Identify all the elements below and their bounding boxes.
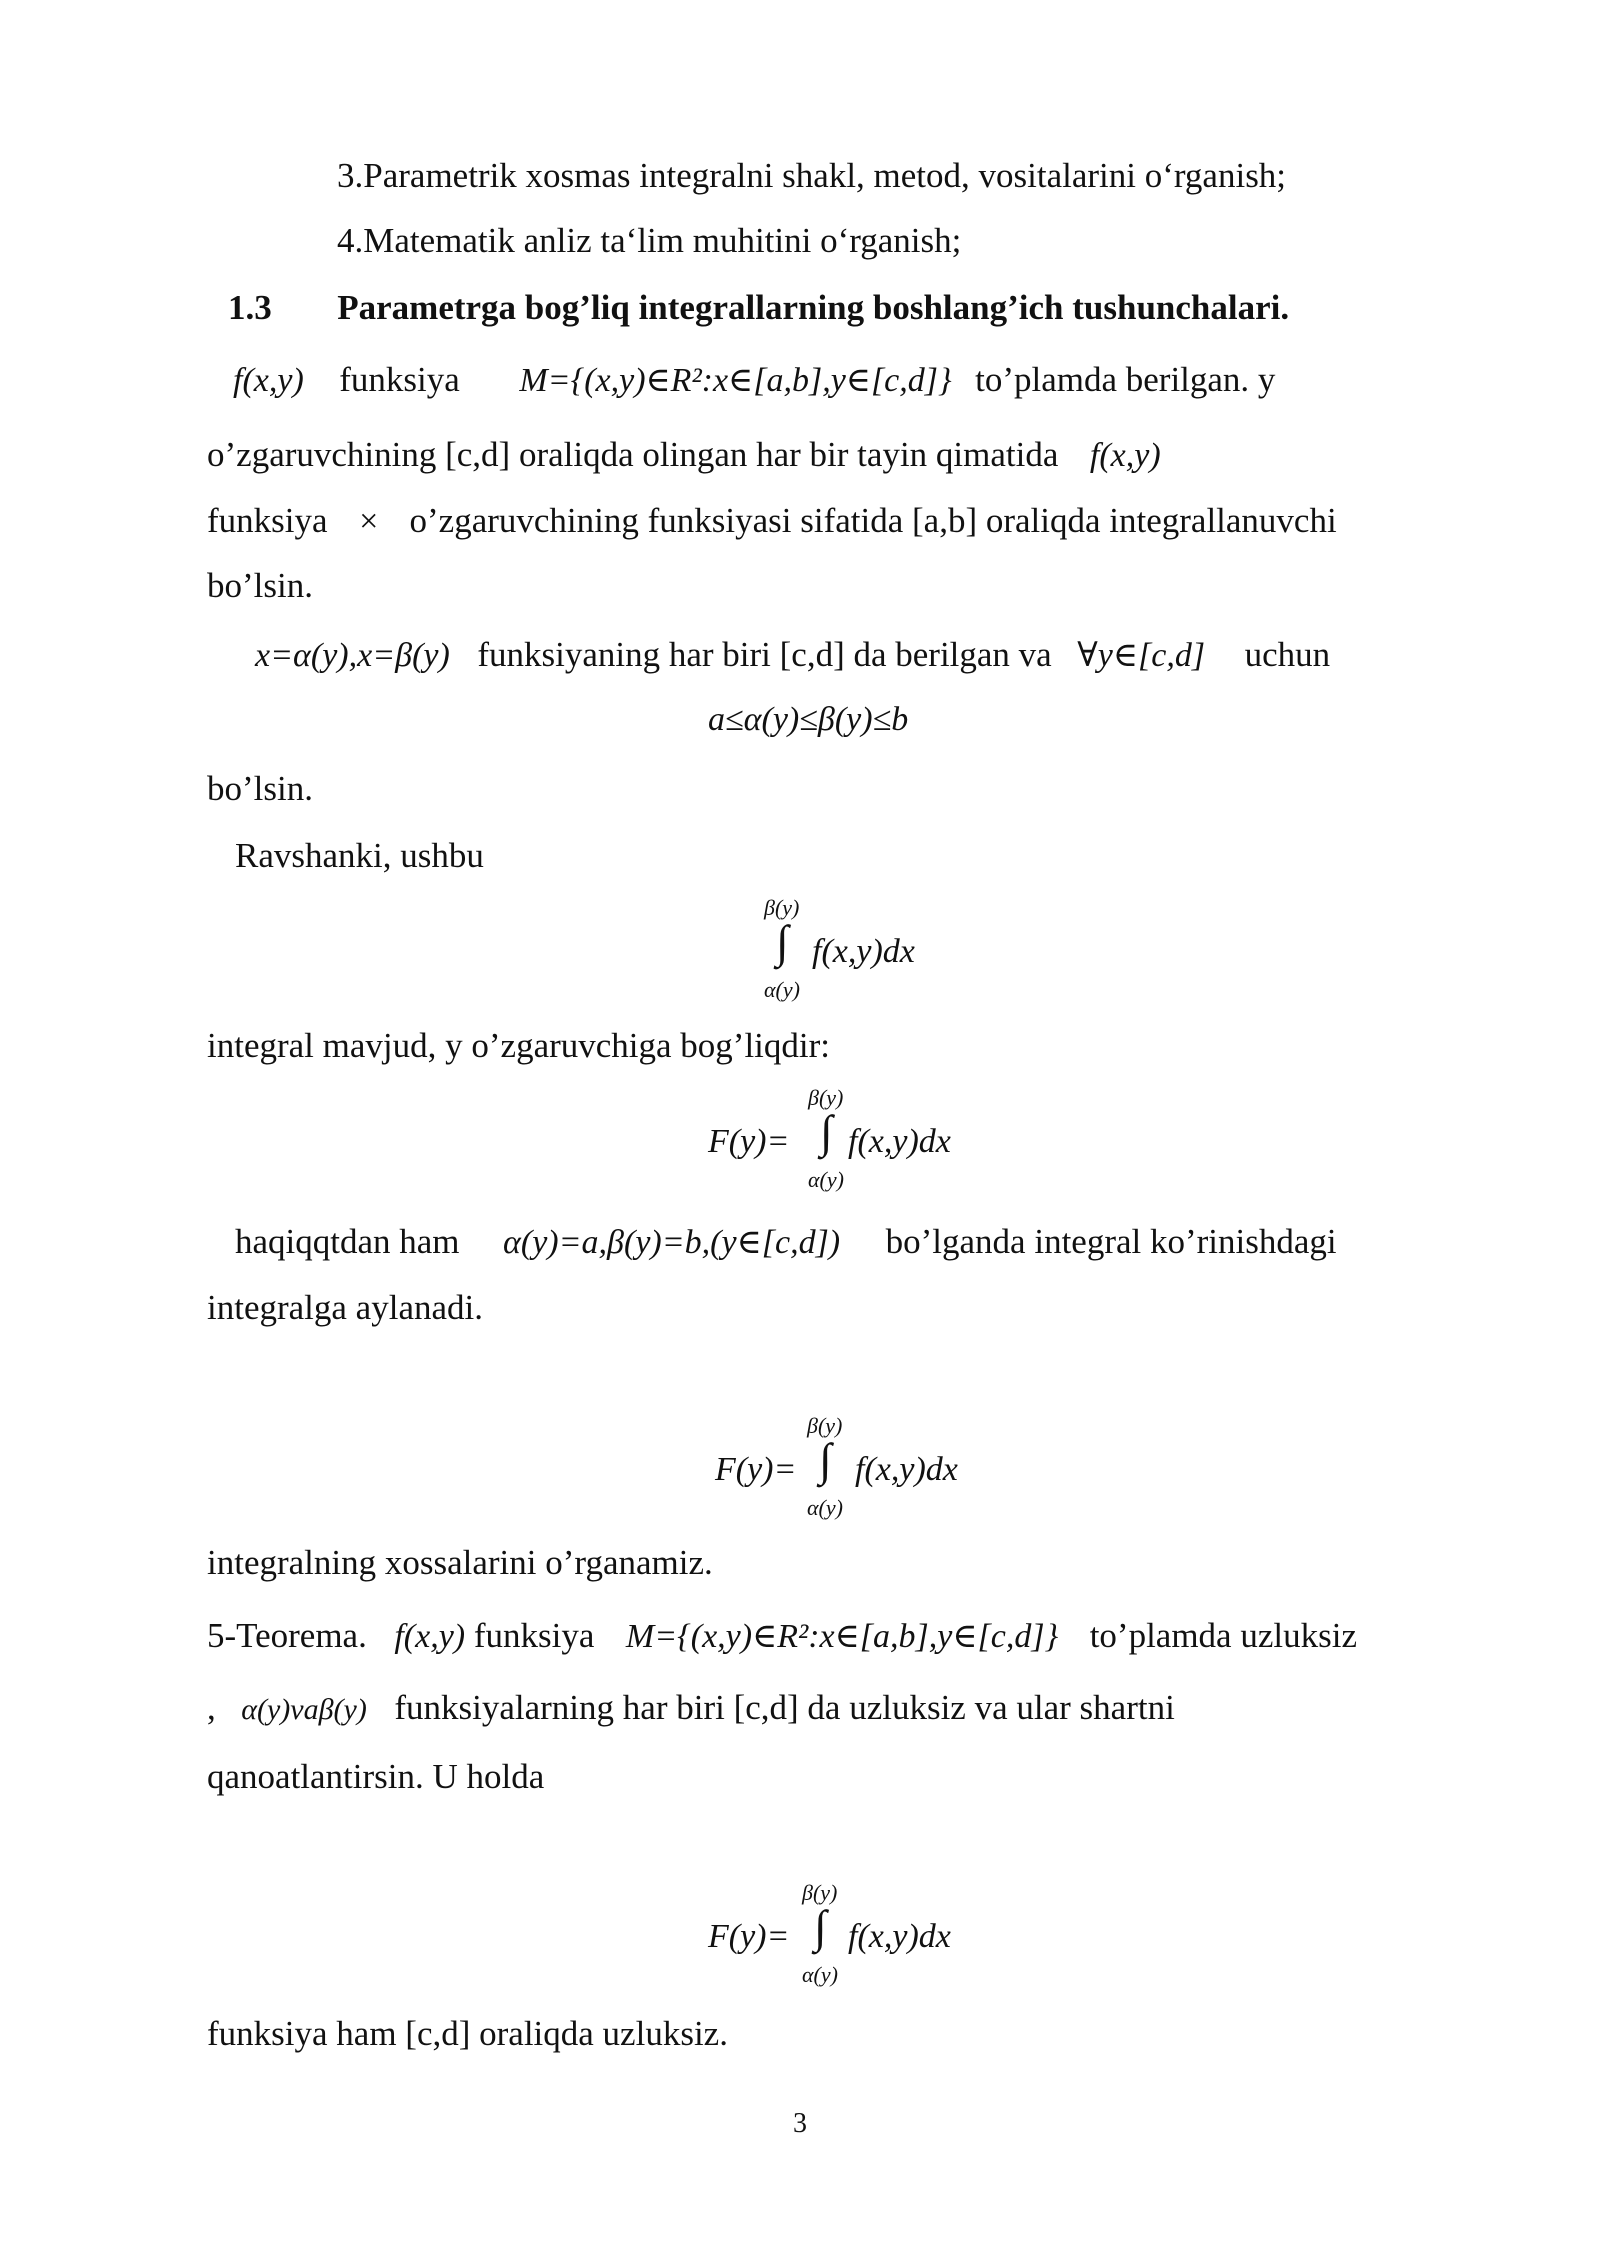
lhs: F(y)= bbox=[708, 1918, 790, 1955]
lhs: F(y)= bbox=[715, 1451, 797, 1488]
lower-limit: α(y) bbox=[802, 1962, 838, 1987]
integrand: f(x,y)dx bbox=[848, 1918, 951, 1955]
math-f-2: f(x,y) bbox=[1089, 437, 1161, 474]
xossa-text: integralning xossalarini o’rganamiz. bbox=[207, 1543, 713, 1582]
p1-line4: bo’lsin. bbox=[207, 566, 313, 605]
p2-bolsin: bo’lsin. bbox=[207, 769, 313, 808]
p1-line1 bbox=[233, 362, 1275, 398]
word-funksiya: funksiya bbox=[473, 1616, 595, 1655]
section-number: 1.3 bbox=[228, 288, 272, 327]
conclusion: funksiya ham [c,d] oraliqda uzluksiz. bbox=[207, 2014, 728, 2053]
theorem-line2-text: funksiyalarning har biri [c,d] da uzluksiz va ular shartni bbox=[394, 1688, 1175, 1727]
math-alpha-beta: x=α(y),x=β(y) bbox=[255, 637, 450, 674]
math-set: M={(x,y)∈R²:x∈[a,b],y∈[c,d]} bbox=[519, 362, 952, 399]
integral-sign: ∫ bbox=[776, 916, 789, 967]
list-item-3: 3.Parametrik xosmas integralni shakl, metod, vositalarini o‘rganish; bbox=[337, 156, 1287, 195]
p1-line3 bbox=[207, 503, 1337, 539]
p1-line2 bbox=[207, 437, 1161, 473]
text-toplamda: to’plamda berilgan. y bbox=[975, 360, 1276, 399]
lower-limit: α(y) bbox=[808, 1167, 844, 1192]
math-substitution: α(y)=a,β(y)=b,(y∈[c,d]) bbox=[503, 1224, 841, 1261]
ravshanki: Ravshanki, ushbu bbox=[235, 836, 484, 875]
haqiqat-a: haqiqqtdan ham bbox=[235, 1222, 460, 1261]
theorem-line1 bbox=[207, 1618, 1357, 1654]
inequality: a≤α(y)≤β(y)≤b bbox=[708, 701, 909, 738]
integral-2 bbox=[708, 1085, 1008, 1195]
mavjud-text: integral mavjud, y o’zgaruvchiga bog’liqdir: bbox=[207, 1026, 831, 1065]
page-number: 3 bbox=[793, 2108, 807, 2139]
theorem-label: 5-Teorema. bbox=[207, 1616, 367, 1655]
math-forall: ∀y∈[c,d] bbox=[1077, 637, 1206, 674]
upper-limit: β(y) bbox=[808, 1085, 844, 1110]
haqiqat-line2: integralga aylanadi. bbox=[207, 1288, 483, 1327]
haqiqat-line1 bbox=[235, 1224, 1337, 1260]
p2-line1 bbox=[255, 637, 1330, 673]
section-title: Parametrga bog’liq integrallarning boshlang’ich tushunchalari. bbox=[337, 288, 1290, 327]
math-set: M={(x,y)∈R²:x∈[a,b],y∈[c,d]} bbox=[625, 1618, 1059, 1655]
math-x: × bbox=[357, 503, 380, 540]
haqiqat-b: bo’lganda integral ko’rinishdagi bbox=[885, 1222, 1337, 1261]
integral-sign: ∫ bbox=[820, 1106, 833, 1157]
section-heading bbox=[228, 290, 1289, 325]
text-uzluksiz: to’plamda uzluksiz bbox=[1089, 1616, 1357, 1655]
upper-limit: β(y) bbox=[802, 1880, 838, 1905]
integrand: f(x,y)dx bbox=[848, 1123, 951, 1160]
p2-text: funksiyaning har biri [c,d] da berilgan va bbox=[477, 635, 1052, 674]
word-uchun: uchun bbox=[1244, 635, 1331, 674]
math-f: f(x,y) bbox=[233, 362, 304, 399]
comma: , bbox=[207, 1688, 216, 1727]
upper-limit: β(y) bbox=[807, 1413, 843, 1438]
p1-line2-text: o’zgaruvchining [c,d] oraliqda olingan har bir tayin qimatida bbox=[207, 435, 1059, 474]
math-f: f(x,y) bbox=[394, 1618, 466, 1655]
word-funksiya: funksiya bbox=[339, 360, 460, 399]
integrand: f(x,y)dx bbox=[812, 933, 915, 970]
lhs: F(y)= bbox=[708, 1123, 790, 1160]
integral-sign: ∫ bbox=[814, 1901, 827, 1952]
list-item-4: 4.Matematik anliz ta‘lim muhitini o‘rganish; bbox=[337, 221, 962, 260]
lower-limit: α(y) bbox=[807, 1495, 843, 1520]
theorem-line3: qanoatlantirsin. U holda bbox=[207, 1757, 545, 1796]
integral-sign: ∫ bbox=[819, 1434, 832, 1485]
integrand: f(x,y)dx bbox=[855, 1451, 958, 1488]
integral-4 bbox=[708, 1880, 1008, 1990]
math-alpha-va-beta: α(y)vaβ(y) bbox=[241, 1693, 367, 1726]
lower-limit: α(y) bbox=[764, 977, 800, 1002]
integral-1 bbox=[700, 895, 960, 1005]
p1-line3-funksiya: funksiya bbox=[207, 501, 328, 540]
theorem-line2 bbox=[207, 1690, 1175, 1725]
integral-3 bbox=[715, 1413, 1015, 1523]
upper-limit: β(y) bbox=[764, 895, 800, 920]
p1-line3-text: o’zgaruvchining funksiyasi sifatida [a,b] oraliqda integrallanuvchi bbox=[409, 501, 1337, 540]
